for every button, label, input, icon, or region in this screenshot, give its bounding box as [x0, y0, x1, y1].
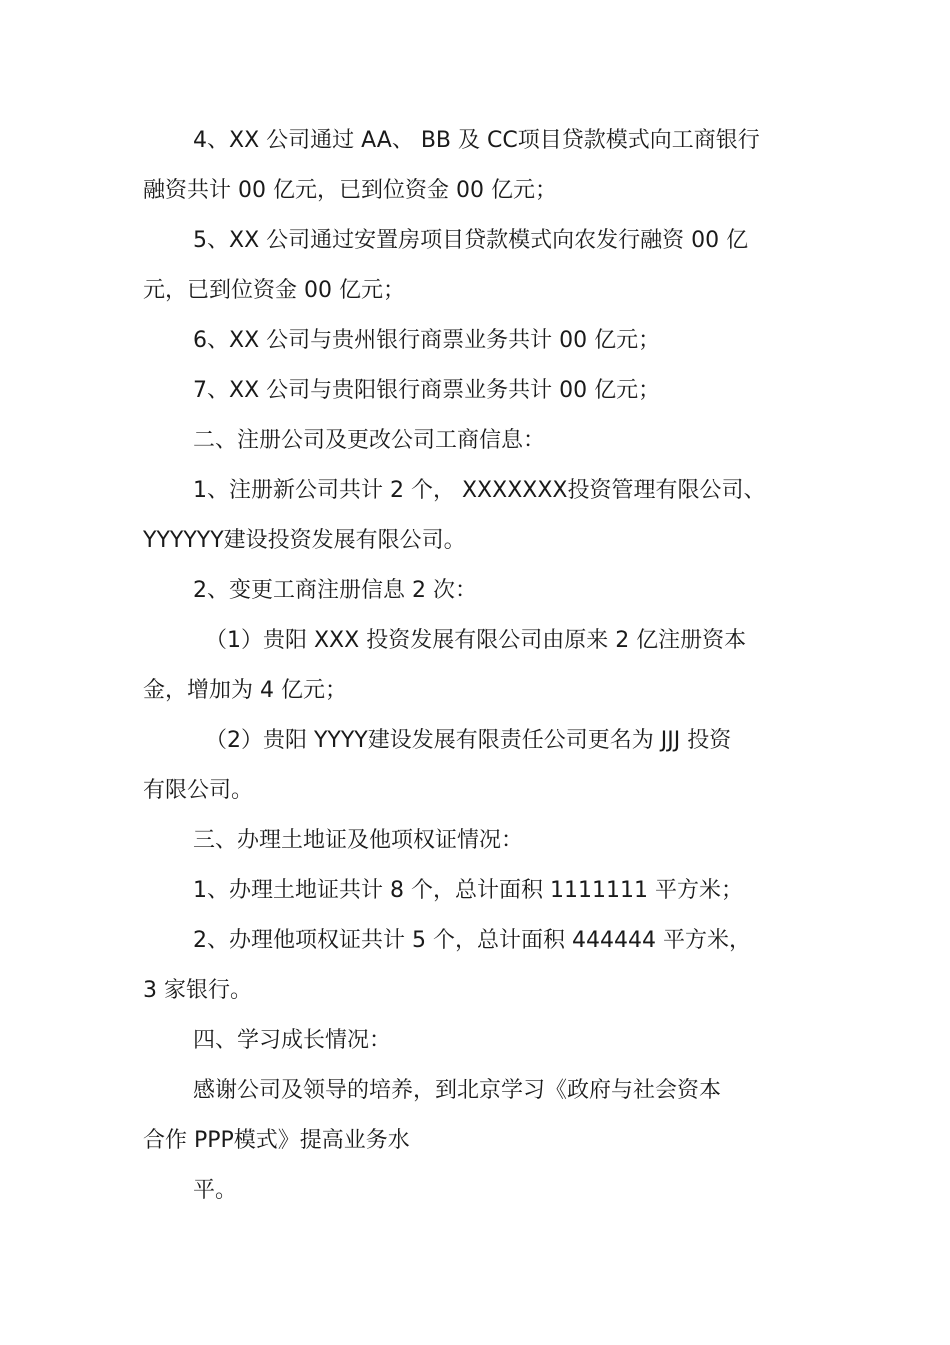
text-line: （2）贵阳 YYYY建设发展有限责任公司更名为 JJJ 投资: [205, 728, 732, 753]
text-line: 融资共计 00 亿元，已到位资金 00 亿元；: [143, 178, 557, 203]
text-line: 平。: [193, 1178, 238, 1203]
section-heading: 二、注册公司及更改公司工商信息：: [193, 428, 546, 453]
text-line: 6、XX 公司与贵州银行商票业务共计 00 亿元；: [193, 328, 661, 353]
text-line: 4、XX 公司通过 AA、 BB 及 CC项目贷款模式向工商银行: [193, 128, 760, 153]
text-line: 元，已到位资金 00 亿元；: [143, 278, 405, 303]
text-line: 2、变更工商注册信息 2 次：: [193, 578, 477, 603]
text-line: 3 家银行。: [143, 978, 252, 1003]
section-heading: 三、办理土地证及他项权证情况：: [193, 828, 524, 853]
text-line: 2、办理他项权证共计 5 个，总计面积 444444 平方米，: [193, 928, 751, 953]
text-line: 金，增加为 4 亿元；: [143, 678, 347, 703]
text-line: YYYYYY建设投资发展有限公司。: [143, 528, 466, 553]
text-line: 1、注册新公司共计 2 个， XXXXXXX投资管理有限公司、: [193, 478, 766, 503]
text-line: 5、XX 公司通过安置房项目贷款模式向农发行融资 00 亿: [193, 228, 749, 253]
text-line: 1、办理土地证共计 8 个，总计面积 1111111 平方米；: [193, 878, 743, 903]
section-heading: 四、学习成长情况：: [193, 1028, 392, 1053]
text-line: 感谢公司及领导的培养，到北京学习《政府与社会资本: [193, 1078, 722, 1103]
text-line: （1）贵阳 XXX 投资发展有限公司由原来 2 亿注册资本: [205, 628, 747, 653]
text-line: 合作 PPP模式》提高业务水: [143, 1128, 410, 1153]
text-line: 有限公司。: [143, 778, 254, 803]
text-line: 7、XX 公司与贵阳银行商票业务共计 00 亿元；: [193, 378, 661, 403]
